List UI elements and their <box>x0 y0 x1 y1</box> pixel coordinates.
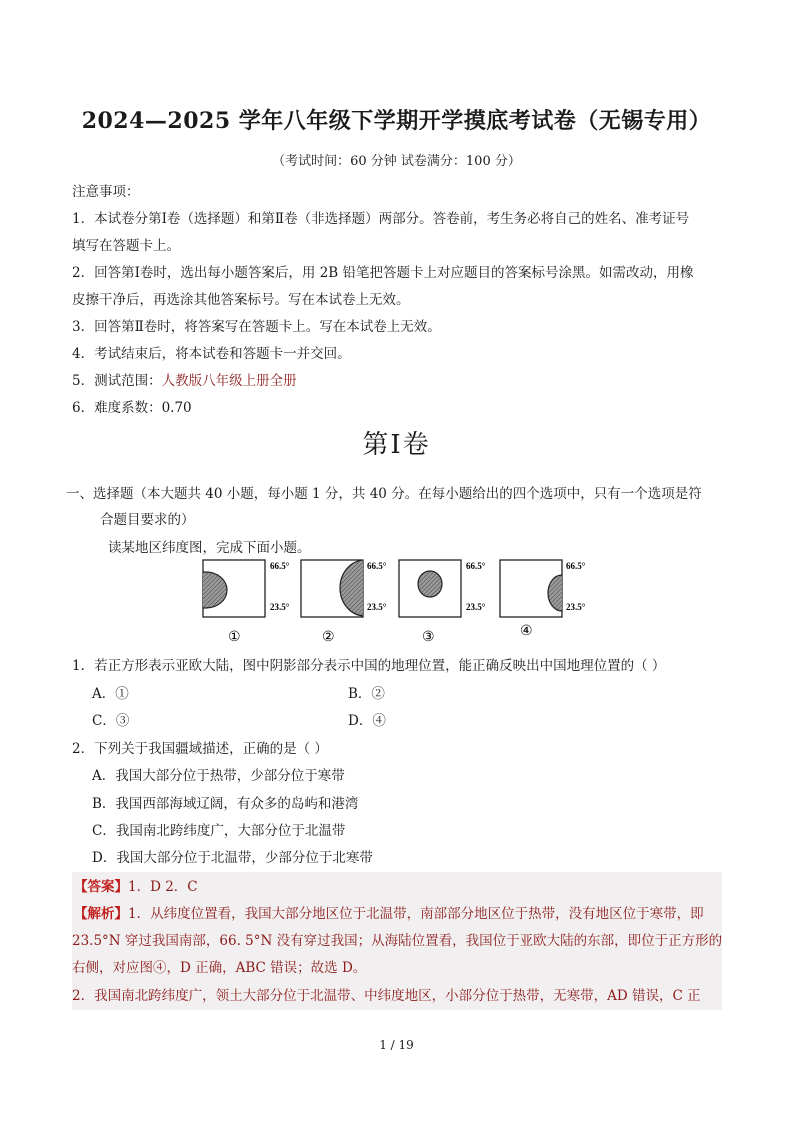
lat-23-label: 23.5° <box>466 602 486 612</box>
note-5-prefix: 5．测试范围： <box>72 373 162 389</box>
lat-66-label: 66.5° <box>270 561 290 571</box>
analysis-text-1: 1．从纬度位置看，我国大部分地区位于北温带，南部部分地区位于热带，没有地区位于寒带，即 <box>128 906 704 922</box>
q1-option-c: C．③ <box>92 713 130 729</box>
question-heading-line-2: 合题目要求的） <box>100 512 195 528</box>
figure-panel-3 <box>399 560 486 645</box>
q2-option-a: A．我国大部分位于热带，少部分位于寒带 <box>92 768 345 784</box>
exam-time-info: （考试时间：60 分钟 试卷满分：100 分） <box>272 154 521 169</box>
figure-panel-2 <box>301 560 390 645</box>
lat-66-label: 66.5° <box>566 561 586 571</box>
figure-panel-4 <box>500 560 586 639</box>
latitude-figure <box>200 555 610 645</box>
lat-66-label: 66.5° <box>466 561 486 571</box>
page-title: 2024—2025 学年八年级下学期开学摸底考试卷（无锡专用） <box>81 108 712 134</box>
note-3: 3．回答第Ⅱ卷时，将答案写在答题卡上。写在本试卷上无效。 <box>72 319 441 335</box>
note-6: 6．难度系数：0.70 <box>72 400 192 416</box>
test-scope: 人教版八年级上册全册 <box>161 373 297 389</box>
figure-panel-1 <box>200 560 290 645</box>
answer-value: 1．D 2．C <box>128 879 198 895</box>
q2-option-c: C．我国南北跨纬度广，大部分位于北温带 <box>92 823 346 839</box>
panel-label: ④ <box>520 623 533 639</box>
q1-option-a: A．① <box>92 686 129 702</box>
panel-label: ① <box>228 629 241 645</box>
note-1-line-1: 1．本试卷分第Ⅰ卷（选择题）和第Ⅱ卷（非选择题）两部分。答卷前，考生务必将自己的姓名、准考证号 <box>72 211 690 227</box>
note-2-line-1: 2．回答第Ⅰ卷时，选出每小题答案后，用 2B 铅笔把答题卡上对应题目的答案标号涂黑。如需改动，用橡 <box>72 265 694 281</box>
section-title: 第Ⅰ卷 <box>362 430 431 460</box>
lat-23-label: 23.5° <box>367 602 387 612</box>
lat-23-label: 23.5° <box>270 602 290 612</box>
q2-option-d: D．我国大部分位于北温带，少部分位于北寒带 <box>92 850 373 866</box>
note-1-line-2: 填写在答题卡上。 <box>72 238 180 254</box>
question-2: 2．下列关于我国疆域描述，正确的是（ ） <box>72 741 328 757</box>
question-heading-line-1: 一、选择题（本大题共 40 小题，每小题 1 分，共 40 分。在每小题给出的四个选项中，只有一个选项是符 <box>66 486 702 502</box>
page-number: 1 / 19 <box>379 1038 414 1052</box>
note-2-line-2: 皮擦干净后，再选涂其他答案标号。写在本试卷上无效。 <box>72 292 410 308</box>
lat-66-label: 66.5° <box>367 561 387 571</box>
question-1: 1．若正方形表示亚欧大陆，图中阴影部分表示中国的地理位置，能正确反映出中国地理位置的（ ） <box>72 658 666 674</box>
analysis-line-4: 2．我国南北跨纬度广，领土大部分位于北温带、中纬度地区，小部分位于热带，无寒带，AD 错误，C 正 <box>72 988 701 1004</box>
q2-option-b: B．我国西部海域辽阔，有众多的岛屿和港湾 <box>92 796 359 812</box>
analysis-line-1 <box>74 902 704 922</box>
q1-option-d: D．④ <box>348 713 386 729</box>
question-intro: 读某地区纬度图，完成下面小题。 <box>108 540 311 556</box>
lat-23-label: 23.5° <box>566 602 586 612</box>
q1-option-b: B．② <box>348 686 385 702</box>
analysis-line-3: 右侧，对应图④，D 正确，ABC 错误；故选 D。 <box>72 960 367 976</box>
note-5 <box>72 369 297 389</box>
panel-label: ③ <box>422 629 435 645</box>
answer-line <box>74 875 198 895</box>
analysis-tag: 【解析】 <box>74 906 128 922</box>
note-4: 4．考试结束后，将本试卷和答题卡一并交回。 <box>72 346 351 362</box>
panel-label: ② <box>322 629 335 645</box>
analysis-line-2: 23.5°N 穿过我国南部，66. 5°N 没有穿过我国；从海陆位置看，我国位于亚欧大陆的东部，即位于正方形的 <box>72 933 723 949</box>
notes-heading: 注意事项： <box>72 184 140 200</box>
answer-tag: 【答案】 <box>74 879 128 895</box>
